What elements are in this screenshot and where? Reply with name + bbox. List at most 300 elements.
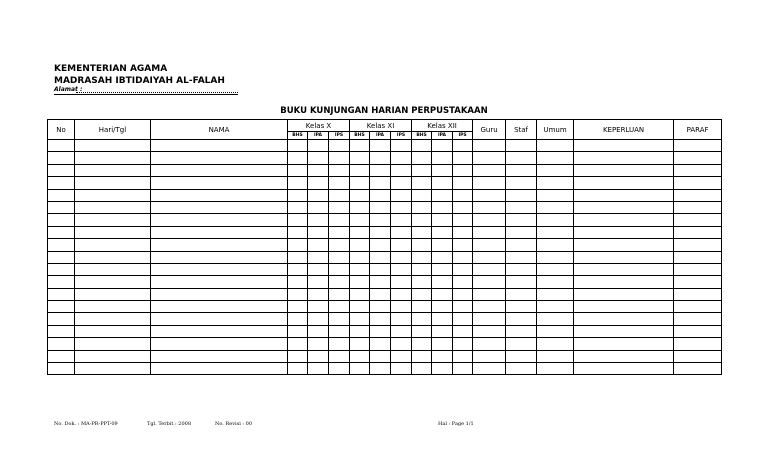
table-cell <box>391 239 412 251</box>
table-cell <box>412 350 432 362</box>
table-cell <box>473 276 506 288</box>
table-cell <box>674 177 722 189</box>
table-cell <box>432 263 453 275</box>
table-cell <box>75 363 151 375</box>
table-cell <box>308 313 329 325</box>
table-cell <box>412 201 432 213</box>
table-cell <box>537 338 574 350</box>
table-cell <box>537 164 574 176</box>
table-cell <box>350 251 370 263</box>
table-cell <box>506 251 537 263</box>
table-cell <box>574 276 674 288</box>
table-cell <box>432 313 453 325</box>
table-cell <box>370 201 391 213</box>
table-cell <box>350 301 370 313</box>
table-cell <box>370 301 391 313</box>
table-cell <box>506 350 537 362</box>
table-cell <box>574 239 674 251</box>
table-cell <box>412 338 432 350</box>
table-cell <box>75 189 151 201</box>
table-cell <box>329 152 350 164</box>
table-cell <box>432 152 453 164</box>
table-row <box>48 214 722 226</box>
table-cell <box>288 201 308 213</box>
table-cell <box>412 363 432 375</box>
table-cell <box>288 164 308 176</box>
table-cell <box>674 338 722 350</box>
table-cell <box>473 325 506 337</box>
table-cell <box>370 177 391 189</box>
table-cell <box>370 251 391 263</box>
org-name-line1: KEMENTERIAN AGAMA <box>54 64 168 74</box>
table-cell <box>370 239 391 251</box>
table-cell <box>350 263 370 275</box>
table-cell <box>151 301 288 313</box>
table-cell <box>412 214 432 226</box>
table-cell <box>288 263 308 275</box>
table-cell <box>308 350 329 362</box>
table-cell <box>350 325 370 337</box>
table-row <box>48 152 722 164</box>
table-cell <box>432 214 453 226</box>
table-cell <box>308 288 329 300</box>
table-cell <box>48 288 75 300</box>
table-cell <box>288 350 308 362</box>
table-cell <box>506 313 537 325</box>
table-cell <box>48 152 75 164</box>
table-cell <box>432 140 453 152</box>
table-cell <box>391 350 412 362</box>
table-cell <box>75 214 151 226</box>
table-cell <box>473 177 506 189</box>
table-row <box>48 189 722 201</box>
table-cell <box>288 313 308 325</box>
table-cell <box>288 338 308 350</box>
table-cell <box>674 301 722 313</box>
table-cell <box>391 201 412 213</box>
table-cell <box>574 152 674 164</box>
table-cell <box>412 276 432 288</box>
table-row <box>48 338 722 350</box>
table-cell <box>370 363 391 375</box>
table-cell <box>288 239 308 251</box>
table-cell <box>537 301 574 313</box>
table-cell <box>412 189 432 201</box>
address-dotted-fill <box>76 92 238 93</box>
table-cell <box>391 152 412 164</box>
table-cell <box>48 363 75 375</box>
table-cell <box>412 140 432 152</box>
table-row <box>48 301 722 313</box>
table-cell <box>473 363 506 375</box>
table-cell <box>308 201 329 213</box>
table-cell <box>370 325 391 337</box>
table-cell <box>350 226 370 238</box>
footer-revision: No. Revisi : 00 <box>215 421 253 427</box>
table-row <box>48 239 722 251</box>
table-cell <box>48 140 75 152</box>
table-cell <box>537 201 574 213</box>
table-cell <box>432 251 453 263</box>
table-row <box>48 350 722 362</box>
table-cell <box>473 239 506 251</box>
visitor-log-table <box>47 119 722 375</box>
table-cell <box>48 189 75 201</box>
table-cell <box>370 140 391 152</box>
table-cell <box>473 313 506 325</box>
table-cell <box>308 263 329 275</box>
table-row <box>48 201 722 213</box>
table-cell <box>506 164 537 176</box>
table-cell <box>75 152 151 164</box>
table-cell <box>674 288 722 300</box>
table-cell <box>537 239 574 251</box>
table-cell <box>350 140 370 152</box>
table-cell <box>473 164 506 176</box>
table-cell <box>506 263 537 275</box>
table-cell <box>75 201 151 213</box>
col-date-header: Hari/Tgl <box>75 120 151 140</box>
table-cell <box>574 325 674 337</box>
table-cell <box>674 251 722 263</box>
table-cell <box>308 325 329 337</box>
table-cell <box>329 276 350 288</box>
table-cell <box>391 214 412 226</box>
table-cell <box>574 214 674 226</box>
table-cell <box>350 177 370 189</box>
table-cell <box>453 276 473 288</box>
table-cell <box>506 177 537 189</box>
table-cell <box>308 177 329 189</box>
table-cell <box>473 226 506 238</box>
table-cell <box>151 177 288 189</box>
table-cell <box>674 363 722 375</box>
table-cell <box>391 325 412 337</box>
table-cell <box>350 164 370 176</box>
table-cell <box>48 239 75 251</box>
table-cell <box>432 189 453 201</box>
table-cell <box>391 140 412 152</box>
table-cell <box>75 177 151 189</box>
table-cell <box>75 301 151 313</box>
table-cell <box>391 189 412 201</box>
table-cell <box>48 214 75 226</box>
table-cell <box>48 338 75 350</box>
table-cell <box>412 177 432 189</box>
table-cell <box>432 239 453 251</box>
table-cell <box>151 164 288 176</box>
table-cell <box>674 201 722 213</box>
table-cell <box>350 288 370 300</box>
table-cell <box>350 338 370 350</box>
table-row <box>48 226 722 238</box>
table-cell <box>151 288 288 300</box>
table-cell <box>674 276 722 288</box>
table-row <box>48 276 722 288</box>
table-cell <box>151 338 288 350</box>
table-cell <box>674 152 722 164</box>
table-cell <box>329 226 350 238</box>
table-cell <box>453 201 473 213</box>
table-cell <box>391 164 412 176</box>
table-cell <box>574 251 674 263</box>
table-cell <box>350 152 370 164</box>
class-xi-ipa: IPA <box>370 132 391 140</box>
table-cell <box>412 288 432 300</box>
class-xii-ipa: IPA <box>432 132 453 140</box>
table-cell <box>432 201 453 213</box>
class-xi-ips: IPS <box>391 132 412 140</box>
table-cell <box>574 288 674 300</box>
table-cell <box>506 338 537 350</box>
table-cell <box>329 177 350 189</box>
table-cell <box>391 301 412 313</box>
table-cell <box>674 140 722 152</box>
table-cell <box>329 301 350 313</box>
table-cell <box>453 251 473 263</box>
class-x-ips: IPS <box>329 132 350 140</box>
table-cell <box>288 276 308 288</box>
table-cell <box>537 276 574 288</box>
table-cell <box>308 214 329 226</box>
table-cell <box>288 152 308 164</box>
table-cell <box>151 313 288 325</box>
table-row <box>48 325 722 337</box>
table-cell <box>391 313 412 325</box>
class-xii-bhs: BHS <box>412 132 432 140</box>
table-cell <box>412 226 432 238</box>
table-cell <box>453 338 473 350</box>
table-cell <box>288 363 308 375</box>
table-cell <box>308 226 329 238</box>
table-cell <box>329 164 350 176</box>
table-cell <box>506 325 537 337</box>
table-cell <box>350 214 370 226</box>
table-cell <box>473 263 506 275</box>
table-cell <box>412 301 432 313</box>
table-cell <box>329 288 350 300</box>
table-cell <box>329 140 350 152</box>
table-cell <box>453 239 473 251</box>
table-cell <box>329 214 350 226</box>
table-cell <box>151 214 288 226</box>
table-cell <box>370 226 391 238</box>
table-cell <box>308 363 329 375</box>
table-cell <box>453 301 473 313</box>
table-cell <box>391 338 412 350</box>
table-cell <box>432 350 453 362</box>
table-cell <box>48 164 75 176</box>
table-row <box>48 164 722 176</box>
table-cell <box>537 350 574 362</box>
table-cell <box>391 263 412 275</box>
table-cell <box>308 276 329 288</box>
table-cell <box>574 363 674 375</box>
table-cell <box>574 350 674 362</box>
table-cell <box>574 338 674 350</box>
document-title <box>0 106 768 116</box>
table-cell <box>48 313 75 325</box>
table-cell <box>453 363 473 375</box>
table-cell <box>329 189 350 201</box>
table-row <box>48 177 722 189</box>
table-cell <box>329 251 350 263</box>
table-cell <box>574 140 674 152</box>
table-cell <box>574 226 674 238</box>
table-cell <box>75 239 151 251</box>
table-cell <box>329 239 350 251</box>
table-cell <box>506 239 537 251</box>
table-cell <box>473 338 506 350</box>
table-cell <box>288 214 308 226</box>
table-cell <box>453 152 473 164</box>
col-name-header: NAMA <box>151 120 288 140</box>
table-cell <box>574 201 674 213</box>
table-cell <box>308 140 329 152</box>
table-cell <box>537 177 574 189</box>
table-cell <box>288 226 308 238</box>
table-cell <box>412 263 432 275</box>
table-row <box>48 313 722 325</box>
table-cell <box>48 325 75 337</box>
table-cell <box>473 350 506 362</box>
class-xi-header: Kelas XI <box>350 120 412 132</box>
table-cell <box>574 313 674 325</box>
table-cell <box>432 288 453 300</box>
table-cell <box>308 338 329 350</box>
class-x-ipa: IPA <box>308 132 329 140</box>
table-cell <box>151 363 288 375</box>
table-cell <box>151 140 288 152</box>
table-cell <box>151 251 288 263</box>
table-cell <box>506 189 537 201</box>
table-cell <box>308 301 329 313</box>
table-cell <box>537 226 574 238</box>
table-cell <box>537 214 574 226</box>
table-cell <box>75 263 151 275</box>
table-cell <box>350 201 370 213</box>
table-cell <box>674 214 722 226</box>
table-cell <box>506 214 537 226</box>
table-cell <box>473 301 506 313</box>
table-cell <box>151 263 288 275</box>
table-cell <box>350 276 370 288</box>
table-cell <box>674 263 722 275</box>
table-cell <box>391 226 412 238</box>
table-cell <box>151 201 288 213</box>
footer-page: Hal : Page 1/1 <box>438 421 474 427</box>
table-cell <box>370 276 391 288</box>
table-cell <box>308 152 329 164</box>
table-cell <box>506 152 537 164</box>
table-row <box>48 288 722 300</box>
footer-issue-date: Tgl. Terbit : 2008 <box>147 421 192 427</box>
table-cell <box>370 313 391 325</box>
table-cell <box>432 164 453 176</box>
table-cell <box>574 177 674 189</box>
table-cell <box>453 313 473 325</box>
table-cell <box>453 164 473 176</box>
table-cell <box>453 226 473 238</box>
table-cell <box>75 288 151 300</box>
table-cell <box>48 350 75 362</box>
table-cell <box>329 363 350 375</box>
table-cell <box>674 189 722 201</box>
table-cell <box>674 325 722 337</box>
table-cell <box>412 325 432 337</box>
table-cell <box>151 325 288 337</box>
table-cell <box>288 325 308 337</box>
col-purpose-header: KEPERLUAN <box>574 120 674 140</box>
document-title-text: BUKU KUNJUNGAN HARIAN PERPUSTAKAAN <box>280 106 488 116</box>
table-cell <box>75 140 151 152</box>
table-cell <box>432 226 453 238</box>
table-cell <box>308 164 329 176</box>
table-cell <box>432 363 453 375</box>
class-x-header: Kelas X <box>288 120 350 132</box>
table-cell <box>288 251 308 263</box>
table-cell <box>574 189 674 201</box>
table-cell <box>473 214 506 226</box>
table-cell <box>453 177 473 189</box>
table-cell <box>537 263 574 275</box>
table-cell <box>370 350 391 362</box>
table-cell <box>412 164 432 176</box>
table-cell <box>75 276 151 288</box>
table-cell <box>412 251 432 263</box>
table-cell <box>370 338 391 350</box>
table-cell <box>473 140 506 152</box>
table-cell <box>453 140 473 152</box>
table-cell <box>674 239 722 251</box>
table-cell <box>48 263 75 275</box>
org-name-line2: MADRASAH IBTIDAIYAH AL-FALAH <box>54 76 225 86</box>
address-line <box>54 86 238 95</box>
table-cell <box>370 189 391 201</box>
table-cell <box>350 239 370 251</box>
table-cell <box>288 189 308 201</box>
table-cell <box>75 338 151 350</box>
table-cell <box>453 189 473 201</box>
table-cell <box>537 251 574 263</box>
table-cell <box>329 325 350 337</box>
table-cell <box>151 226 288 238</box>
table-cell <box>506 301 537 313</box>
table-cell <box>674 350 722 362</box>
table-cell <box>473 152 506 164</box>
table-cell <box>537 140 574 152</box>
table-cell <box>370 164 391 176</box>
table-cell <box>391 276 412 288</box>
table-cell <box>453 214 473 226</box>
table-cell <box>48 226 75 238</box>
table-cell <box>537 313 574 325</box>
table-cell <box>329 350 350 362</box>
address-label: Alamat : <box>54 86 83 93</box>
table-cell <box>329 201 350 213</box>
table-cell <box>308 251 329 263</box>
table-cell <box>453 263 473 275</box>
table-cell <box>412 152 432 164</box>
table-cell <box>288 301 308 313</box>
table-cell <box>574 263 674 275</box>
table-row <box>48 251 722 263</box>
table-cell <box>537 152 574 164</box>
class-xi-bhs: BHS <box>350 132 370 140</box>
table-cell <box>537 189 574 201</box>
table-cell <box>75 313 151 325</box>
col-general-header: Umum <box>537 120 574 140</box>
